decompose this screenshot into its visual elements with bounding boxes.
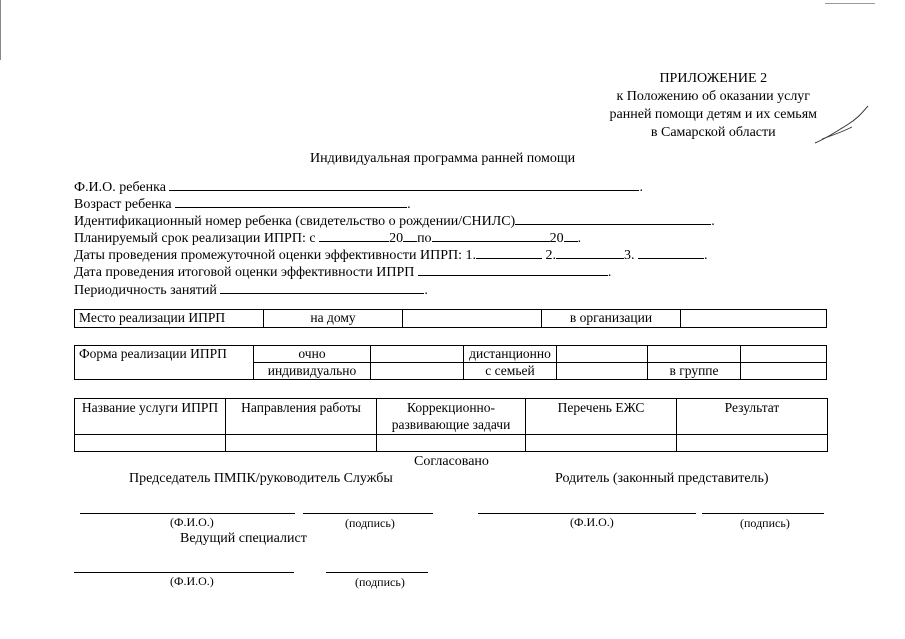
field-child-name-label: Ф.И.О. ребенка	[74, 180, 166, 195]
scan-edge-line	[0, 0, 1, 60]
parent-sign-caption: (подпись)	[740, 516, 790, 530]
cell-correction-tasks[interactable]	[377, 435, 526, 452]
place-label: Место реализации ИПРП	[75, 310, 264, 328]
term-end-blank[interactable]	[432, 229, 550, 242]
interim-label: Даты проведения промежуточной оценки эффективности ИПРП: 1.	[74, 248, 477, 263]
chairman-sign-line[interactable]	[303, 513, 433, 514]
term-start-blank[interactable]	[319, 229, 389, 242]
field-child-name	[74, 178, 643, 196]
field-term	[74, 229, 581, 247]
specialist-fio-caption: (Ф.И.О.)	[170, 574, 214, 588]
dot: .	[639, 180, 643, 195]
dot: .	[424, 283, 428, 298]
parent-label: Родитель (законный представитель)	[555, 471, 769, 486]
cell-service-name[interactable]	[75, 435, 226, 452]
periodicity-label: Периодичность занятий	[74, 283, 217, 298]
dot: .	[704, 248, 708, 263]
child-age-blank[interactable]	[175, 195, 407, 208]
form-family-check[interactable]	[557, 363, 648, 380]
field-child-id-label: Идентификационный номер ребенка (свидетельство о рождении/СНИЛС)	[74, 214, 516, 229]
field-child-age	[74, 195, 411, 213]
child-id-blank[interactable]	[515, 212, 711, 225]
term-year-1: 20	[389, 231, 404, 246]
appendix-title: ПРИЛОЖЕНИЕ 2	[659, 71, 768, 86]
signature-mark	[812, 103, 872, 148]
agreed-label: Согласовано	[414, 454, 489, 469]
dot: .	[577, 231, 582, 246]
place-org-check[interactable]	[681, 310, 827, 328]
parent-fio-caption: (Ф.И.О.)	[570, 515, 614, 529]
services-table	[74, 398, 828, 452]
form-individual-check[interactable]	[371, 363, 464, 380]
appendix-line-3: в Самарской области	[650, 125, 776, 140]
form-remote-check[interactable]	[557, 346, 648, 363]
field-child-id	[74, 212, 715, 230]
term-year-2-blank[interactable]	[564, 229, 578, 242]
form-label: Форма реализации ИПРП	[75, 346, 254, 380]
dot: .	[711, 214, 715, 229]
header-result: Результат	[677, 399, 828, 435]
place-table	[74, 309, 827, 328]
term-year-2: 20	[549, 231, 564, 246]
place-home: на дому	[264, 310, 403, 328]
place-home-check[interactable]	[403, 310, 542, 328]
form-fulltime-check[interactable]	[371, 346, 464, 363]
chairman-fio-caption: (Ф.И.О.)	[170, 515, 214, 529]
form-group-check[interactable]	[741, 363, 827, 380]
dot: .	[407, 197, 411, 212]
term-year-1-blank[interactable]	[403, 229, 417, 242]
header-service-name: Название услуги ИПРП	[75, 399, 226, 435]
final-date-blank[interactable]	[418, 263, 608, 276]
lead-specialist-label: Ведущий специалист	[180, 531, 307, 546]
header-directions: Направления работы	[226, 399, 377, 435]
interim-3: 3.	[624, 248, 635, 263]
term-label: Планируемый срок реализации ИПРП: с	[74, 231, 316, 246]
form-group: в группе	[648, 363, 741, 380]
field-child-age-label: Возраст ребенка	[74, 197, 172, 212]
dot: .	[607, 265, 612, 280]
interim-date-3-blank[interactable]	[638, 246, 704, 259]
interim-date-1-blank[interactable]	[476, 246, 542, 259]
field-periodicity	[74, 281, 428, 299]
interim-date-2-blank[interactable]	[556, 246, 624, 259]
chairman-sign-caption: (подпись)	[345, 516, 395, 530]
specialist-fio-line[interactable]	[74, 572, 294, 573]
chairman-fio-line[interactable]	[80, 513, 295, 514]
header-correction-tasks: Коррекционно-развивающие задачи	[377, 399, 526, 435]
cell-ezhs-list[interactable]	[526, 435, 677, 452]
specialist-sign-line[interactable]	[326, 572, 428, 573]
parent-fio-line[interactable]	[478, 513, 696, 514]
chairman-label: Председатель ПМПК/руководитель Службы	[129, 471, 393, 486]
interim-2: 2.	[545, 248, 557, 263]
field-final-date	[74, 263, 611, 281]
cell-result[interactable]	[677, 435, 828, 452]
document-title: Индивидуальная программа ранней помощи	[310, 151, 576, 166]
place-org: в организации	[542, 310, 681, 328]
specialist-sign-caption: (подпись)	[355, 575, 405, 589]
term-po: по	[417, 231, 432, 246]
parent-sign-line[interactable]	[702, 513, 824, 514]
form-individual: индивидуально	[254, 363, 371, 380]
appendix-line-1: к Положению об оказании услуг	[616, 89, 811, 104]
form-fulltime: очно	[254, 346, 371, 363]
header-ezhs-list: Перечень ЕЖС	[526, 399, 677, 435]
field-interim-dates	[74, 246, 708, 264]
form-remote: дистанционно	[464, 346, 557, 363]
appendix-line-2: ранней помощи детям и их семьям	[609, 107, 817, 122]
periodicity-blank[interactable]	[220, 281, 424, 294]
scan-top-line	[825, 3, 875, 4]
child-name-blank[interactable]	[169, 178, 639, 191]
form-family: с семьей	[464, 363, 557, 380]
form-table	[74, 345, 827, 380]
cell-directions[interactable]	[226, 435, 377, 452]
form-empty-1[interactable]	[648, 346, 741, 363]
form-empty-2[interactable]	[741, 346, 827, 363]
final-label: Дата проведения итоговой оценки эффективности ИПРП	[74, 265, 415, 280]
appendix-header	[610, 70, 817, 142]
